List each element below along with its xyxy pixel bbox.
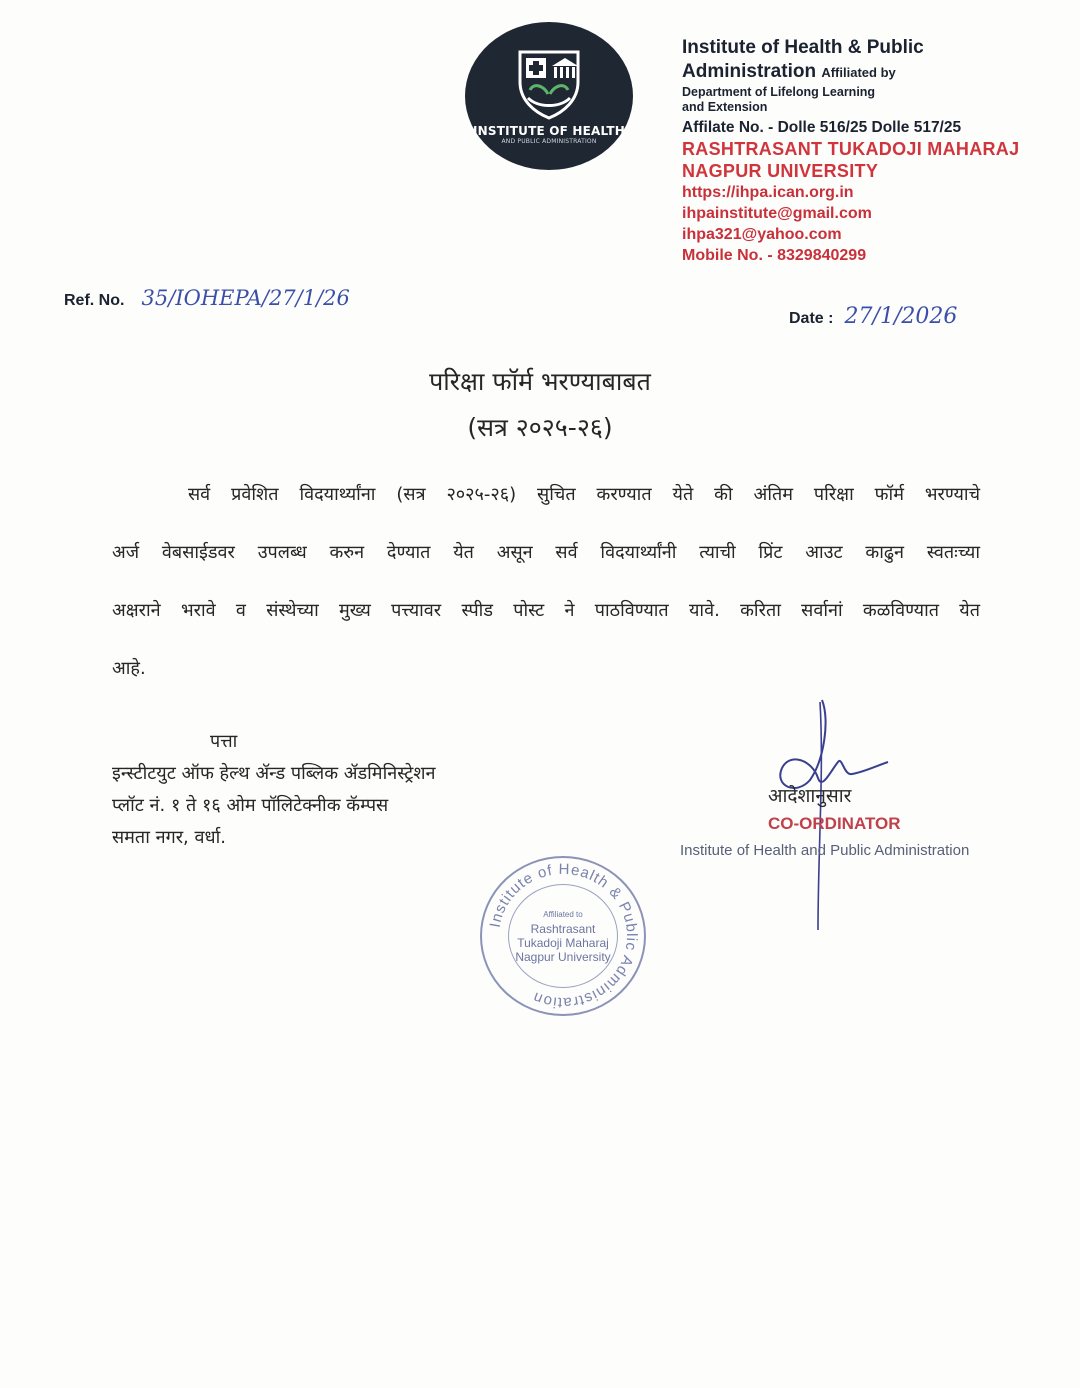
logo-title: INSTITUTE OF HEALTH	[472, 123, 626, 138]
logo-subtitle: AND PUBLIC ADMINISTRATION	[501, 137, 597, 145]
affiliate-number: Affilate No. - Dolle 516/25 Dolle 517/25	[682, 119, 962, 136]
letter-date	[789, 304, 957, 329]
address-line1: इन्स्टीटयुट ऑफ हेल्थ ॲन्ड पब्लिक ॲडमिनिस्ट्रेशन	[112, 763, 436, 784]
institute-name-line2	[682, 60, 1072, 85]
signatory-title: CO-ORDINATOR	[768, 814, 901, 833]
date-label: Date :	[789, 310, 834, 327]
body-line: आहे.	[112, 658, 146, 679]
shield-hands-building-icon	[514, 48, 584, 120]
seal-line3: Nagpur University	[515, 950, 611, 964]
email-secondary[interactable]: ihpa321@yahoo.com	[682, 226, 842, 243]
subject-line1: परिक्षा फॉर्म भरण्याबाबत	[429, 367, 651, 396]
ref-label: Ref. No.	[64, 292, 125, 309]
ref-value: 35/IOHEPA/27/1/26	[141, 286, 350, 310]
address-line3: समता नगर, वर्धा.	[112, 827, 226, 848]
subject-line2: (सत्र २०२५-२६)	[467, 413, 613, 442]
seal-center	[508, 884, 618, 988]
institute-seal-stamp	[480, 856, 646, 1016]
website-link[interactable]: https://ihpa.ican.org.in	[682, 184, 854, 201]
university-line2: NAGPUR UNIVERSITY	[682, 161, 879, 181]
date-value: 27/1/2026	[844, 304, 958, 329]
signatory-order: आदेशानुसार	[768, 785, 852, 807]
department-line1: Department of Lifelong Learning	[682, 85, 876, 99]
notice-body	[112, 466, 980, 698]
university-line1: RASHTRASANT TUKADOJI MAHARAJ	[682, 139, 1020, 159]
body-line: सर्व प्रवेशित विदयार्थ्यांना (सत्र २०२५-२६) सुचित करण्यात येते की अंतिम परिक्षा फॉर्म भरण्याचे	[188, 484, 980, 505]
seal-affiliated: Affiliated to	[543, 910, 583, 919]
mobile-number: Mobile No. - 8329840299	[682, 247, 867, 264]
address-line2: प्लॉट नं. १ ते १६ ओम पॉलिटेक्नीक कॅम्पस	[112, 795, 389, 816]
institute-name-line1: Institute of Health & Public	[682, 37, 924, 58]
body-line: अक्षराने भरावे व संस्थेच्या मुख्य पत्त्यावर स्पीड पोस्ट ने पाठविण्यात यावे. करिता सर्वानां कळविण्यात येत	[112, 600, 980, 621]
email-primary[interactable]: ihpainstitute@gmail.com	[682, 205, 872, 222]
body-line: अर्ज वेबसाईडवर उपलब्ध करुन देण्यात येत असून सर्व विदयार्थ्यांनी त्याची प्रिंट आउट काढुन स्वतःच्या	[112, 542, 980, 563]
letterhead-contact	[682, 36, 1072, 266]
department-line2: and Extension	[682, 100, 768, 114]
institute-name-text: Administration	[682, 61, 817, 82]
seal-line1: Rashtrasant	[530, 922, 596, 936]
seal-ring-label: Institute of Health & Public Administration	[486, 860, 641, 1012]
affiliated-label: Affiliated by	[821, 65, 896, 80]
seal-line2: Tukadoji Maharaj	[517, 936, 609, 950]
institute-logo	[465, 22, 633, 170]
signatory-org: Institute of Health and Public Administration	[680, 842, 970, 859]
reference-number	[64, 286, 350, 310]
address-label: पत्ता	[210, 731, 238, 752]
institute-address	[112, 726, 436, 854]
